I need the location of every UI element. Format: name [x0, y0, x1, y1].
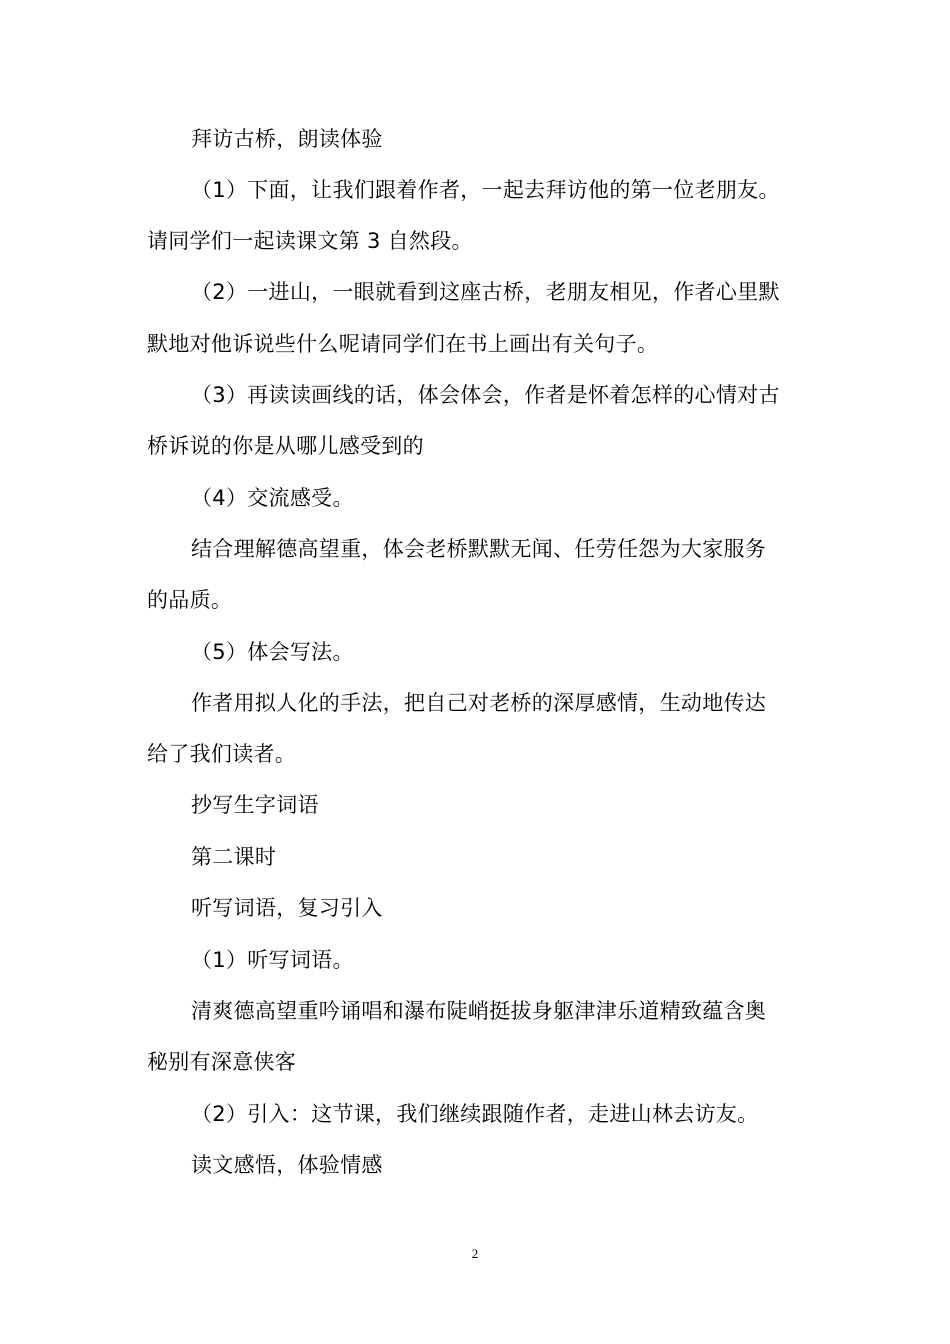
paragraph-line: 桥诉说的你是从哪儿感受到的 [147, 434, 424, 458]
paragraph-line: 请同学们一起读课文第 3 自然段。 [147, 229, 473, 253]
paragraph-line: 默地对他诉说些什么呢请同学们在书上画出有关句子。 [147, 332, 659, 356]
paragraph-line: （1）下面，让我们跟着作者，一起去拜访他的第一位老朋友。 [191, 178, 780, 202]
section-heading: 第二课时 [191, 845, 277, 869]
page-number: 2 [471, 1246, 479, 1261]
paragraph-line: （2）一进山，一眼就看到这座古桥，老朋友相见，作者心里默 [191, 280, 780, 304]
paragraph-line: 清爽德高望重吟诵唱和瀑布陡峭挺拔身躯津津乐道精致蕴含奥 [191, 999, 767, 1023]
paragraph-line: （3）再读读画线的话，体会体会，作者是怀着怎样的心情对古 [191, 383, 780, 407]
paragraph-line: （4）交流感受。 [191, 486, 354, 510]
paragraph-line: 秘别有深意侠客 [147, 1050, 297, 1074]
paragraph-line: 的品质。 [147, 588, 233, 612]
section-heading: 拜访古桥，朗读体验 [191, 127, 383, 151]
section-heading: 听写词语，复习引入 [191, 896, 383, 920]
paragraph-line: 结合理解德高望重，体会老桥默默无闻、任劳任怨为大家服务 [191, 537, 767, 561]
paragraph-line: （5）体会写法。 [191, 640, 354, 664]
paragraph-line: （1）听写词语。 [191, 948, 354, 972]
paragraph-line: （2）引入：这节课，我们继续跟随作者，走进山林去访友。 [191, 1102, 759, 1126]
paragraph-line: 给了我们读者。 [147, 742, 297, 766]
section-heading: 读文感悟，体验情感 [191, 1153, 383, 1177]
paragraph-line: 作者用拟人化的手法，把自己对老桥的深厚感情，生动地传达 [191, 691, 767, 715]
section-heading: 抄写生字词语 [191, 793, 319, 817]
